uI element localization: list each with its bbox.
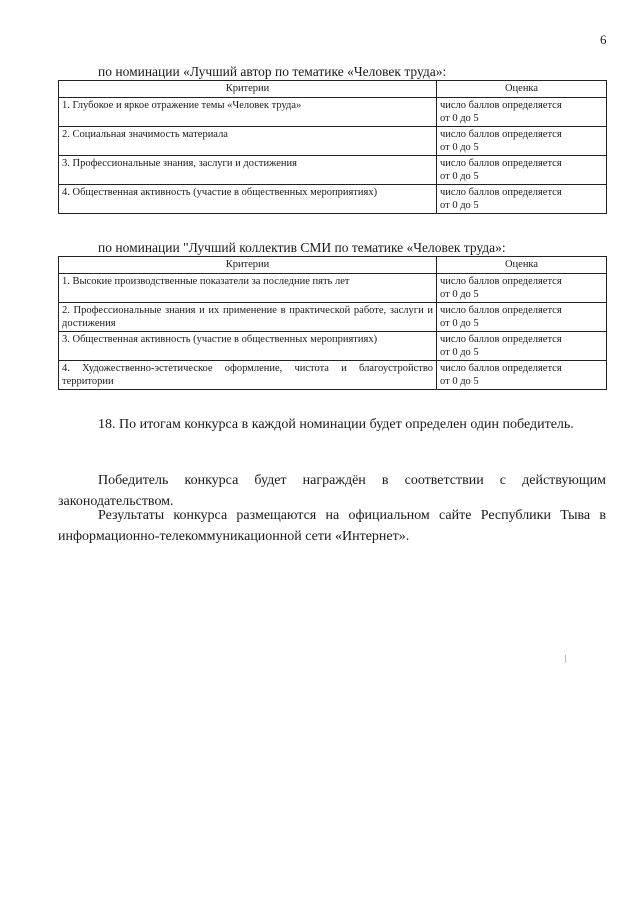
- score-range: от 0 до 5: [440, 289, 479, 300]
- table-row: [59, 332, 607, 361]
- table-row: [59, 127, 607, 156]
- score-cell: [437, 185, 607, 214]
- criteria-cell: 2. Социальная значимость материала: [59, 127, 437, 156]
- score-range: от 0 до 5: [440, 200, 479, 211]
- criteria-cell: 3. Общественная активность (участие в общественных мероприятиях): [59, 332, 437, 361]
- criteria-cell: 1. Глубокое и яркое отражение темы «Человек труда»: [59, 98, 437, 127]
- score-text: число баллов определяется: [440, 305, 562, 316]
- score-range: от 0 до 5: [440, 376, 479, 387]
- criteria-table-collective: [58, 256, 607, 390]
- table-row: [59, 98, 607, 127]
- table-row: [59, 361, 607, 390]
- score-range: от 0 до 5: [440, 318, 479, 329]
- section-2-caption: по номинации "Лучший коллектив СМИ по тематике «Человек труда»:: [98, 240, 506, 255]
- paragraph-winner-text: Победитель конкурса будет награждён в соответствии с действующим законодательством.: [58, 473, 606, 509]
- score-column-header: Оценка: [437, 81, 607, 98]
- score-range: от 0 до 5: [440, 113, 479, 124]
- criteria-cell: 4. Общественная активность (участие в общественных мероприятиях): [59, 185, 437, 214]
- criteria-cell: 4. Художественно-эстетическое оформление, чистота и благоустройство территории: [59, 361, 437, 390]
- score-cell: [437, 274, 607, 303]
- score-cell: [437, 156, 607, 185]
- paragraph-results: [58, 505, 606, 547]
- paragraph-18: [58, 414, 606, 435]
- section-1-caption: по номинации «Лучший автор по тематике «Человек труда»:: [98, 64, 447, 79]
- score-text: число баллов определяется: [440, 187, 562, 198]
- score-text: число баллов определяется: [440, 276, 562, 287]
- table-row: [59, 274, 607, 303]
- score-range: от 0 до 5: [440, 347, 479, 358]
- score-text: число баллов определяется: [440, 100, 562, 111]
- score-text: число баллов определяется: [440, 158, 562, 169]
- criteria-column-header: Критерии: [59, 81, 437, 98]
- paragraph-results-text: Результаты конкурса размещаются на официальном сайте Республики Тыва в информационно-телекоммуникационной сети «Интернет».: [58, 508, 606, 544]
- score-cell: [437, 361, 607, 390]
- score-cell: [437, 303, 607, 332]
- table-header-row: [59, 81, 607, 98]
- score-text: число баллов определяется: [440, 334, 562, 345]
- score-cell: [437, 98, 607, 127]
- criteria-column-header: Критерии: [59, 257, 437, 274]
- criteria-cell: 2. Профессиональные знания и их применение в практической работе, заслуги и достижения: [59, 303, 437, 332]
- table-row: [59, 185, 607, 214]
- score-cell: [437, 332, 607, 361]
- table-row: [59, 303, 607, 332]
- page-number: 6: [600, 32, 607, 47]
- criteria-cell: 1. Высокие производственные показатели за последние пять лет: [59, 274, 437, 303]
- table-row: [59, 156, 607, 185]
- score-cell: [437, 127, 607, 156]
- score-column-header: Оценка: [437, 257, 607, 274]
- scan-mark: [565, 655, 566, 663]
- score-text: число баллов определяется: [440, 363, 562, 374]
- table-header-row: [59, 257, 607, 274]
- paragraph-18-text: 18. По итогам конкурса в каждой номинации будет определен один победитель.: [98, 417, 574, 432]
- criteria-cell: 3. Профессиональные знания, заслуги и достижения: [59, 156, 437, 185]
- score-range: от 0 до 5: [440, 171, 479, 182]
- criteria-table-author: [58, 80, 607, 214]
- score-text: число баллов определяется: [440, 129, 562, 140]
- score-range: от 0 до 5: [440, 142, 479, 153]
